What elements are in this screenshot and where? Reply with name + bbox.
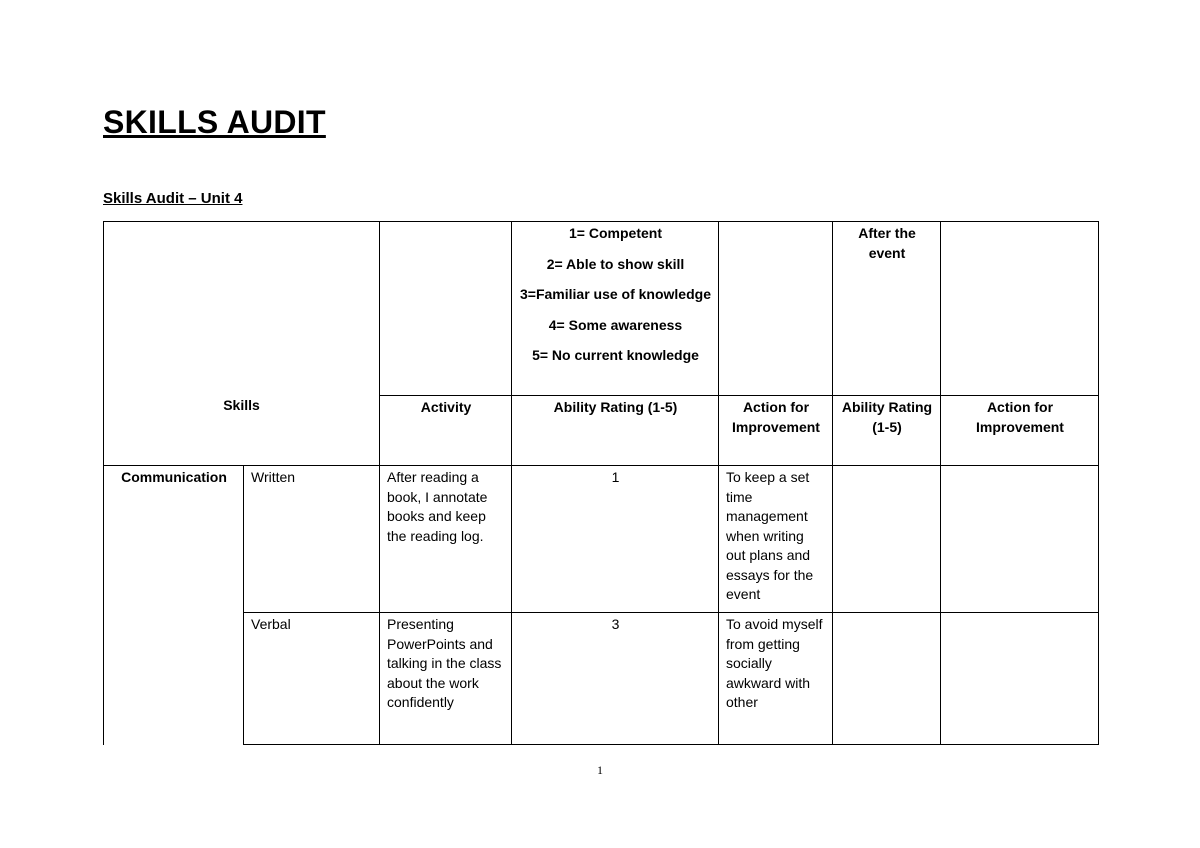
after-rating-cell xyxy=(833,466,941,613)
legend-row xyxy=(104,222,1099,396)
skills-audit-table xyxy=(103,221,1099,745)
legend-item: 5= No current knowledge xyxy=(532,347,699,363)
after-rating-cell xyxy=(833,613,941,745)
skills-header: Skills xyxy=(223,397,260,413)
skills-header-cell xyxy=(104,222,380,466)
action-cell: To keep a set time management when writing out plans and essays for the event xyxy=(719,466,833,613)
ability-rating-header: Ability Rating (1-5) xyxy=(512,396,719,466)
activity-header: Activity xyxy=(380,396,512,466)
after-action-improvement-header: Action for Improvement xyxy=(941,396,1099,466)
after-ability-rating-header: Ability Rating (1-5) xyxy=(833,396,941,466)
empty-header-cell xyxy=(719,222,833,396)
activity-cell: Presenting PowerPoints and talking in the class about the work confidently xyxy=(380,613,512,745)
skill-category: Communication xyxy=(104,466,244,745)
rating-cell: 1 xyxy=(512,466,719,613)
legend-item: 1= Competent xyxy=(569,225,662,241)
action-cell: To avoid myself from getting socially awkward with other xyxy=(719,613,833,745)
table-row xyxy=(104,466,1099,613)
action-improvement-header: Action for Improvement xyxy=(719,396,833,466)
empty-header-cell xyxy=(380,222,512,396)
legend-item: 4= Some awareness xyxy=(548,316,683,333)
document-title: SKILLS AUDIT xyxy=(103,104,326,140)
table-row xyxy=(104,613,1099,745)
subskill-cell: Written xyxy=(244,466,380,613)
legend-item: 3=Familiar use of knowledge xyxy=(519,286,711,302)
rating-legend xyxy=(512,222,719,396)
legend-item: 2= Able to show skill xyxy=(546,255,685,272)
after-action-cell xyxy=(941,613,1099,745)
subskill-cell: Verbal xyxy=(244,613,380,745)
empty-header-cell xyxy=(941,222,1099,396)
rating-cell: 3 xyxy=(512,613,719,745)
page-number: 1 xyxy=(597,763,603,777)
document-subtitle: Skills Audit – Unit 4 xyxy=(103,190,243,207)
after-event-label: After the event xyxy=(833,222,941,396)
after-action-cell xyxy=(941,466,1099,613)
activity-cell: After reading a book, I annotate books and keep the reading log. xyxy=(380,466,512,613)
